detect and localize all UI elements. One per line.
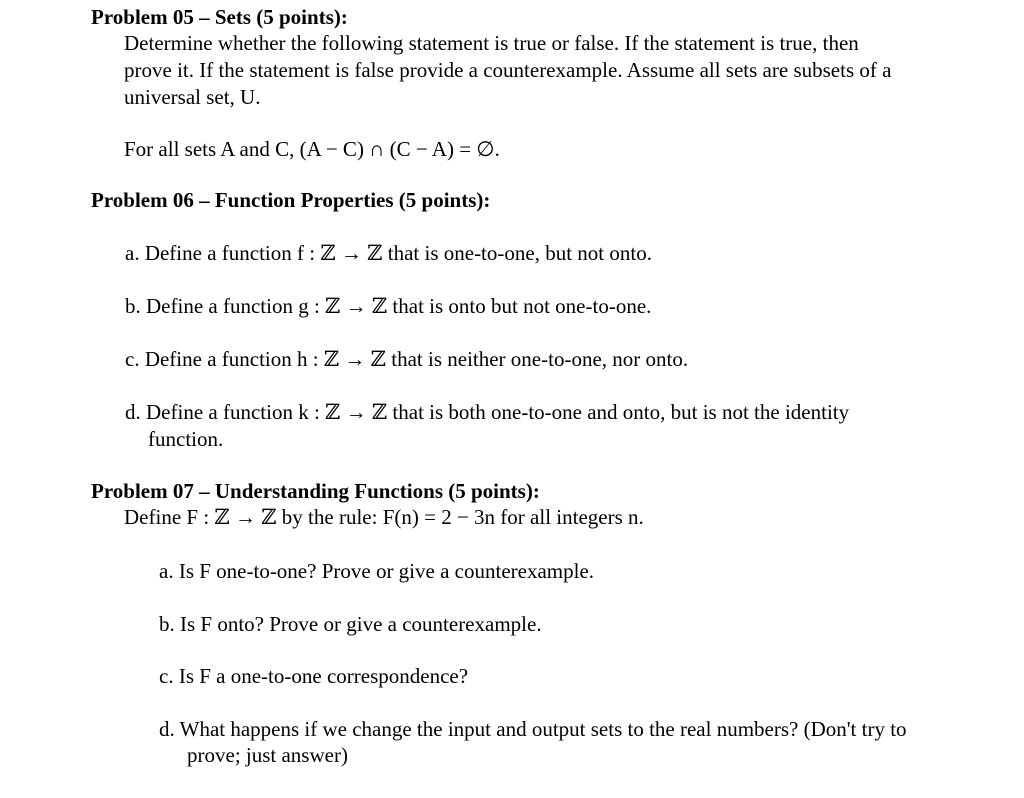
problem-07-item-b: b. Is F onto? Prove or give a counterexample.: [159, 612, 542, 636]
problem-05-intro-line-3: universal set, U.: [124, 85, 261, 109]
problem-05-intro-line-1: Determine whether the following statement is true or false. If the statement is true, then: [124, 31, 859, 55]
problem-07-item-c: c. Is F a one-to-one correspondence?: [159, 664, 469, 688]
problem-06-item-d-line-2: function.: [148, 427, 224, 451]
problem-07-item-d-line-1: d. What happens if we change the input and output sets to the real numbers? (Don't try to: [159, 717, 907, 741]
problem-05-statement: For all sets A and C, (A − C) ∩ (C − A) = ∅.: [124, 137, 500, 161]
problem-07-item-d-line-2: prove; just answer): [187, 743, 348, 767]
problem-06-item-d-line-1: d. Define a function k : ℤ → ℤ that is both one-to-one and onto, but is not the identity: [125, 400, 850, 424]
problem-05-intro-line-2: prove it. If the statement is false provide a counterexample. Assume all sets are subsets of a: [124, 58, 892, 82]
problem-07-item-a: a. Is F one-to-one? Prove or give a counterexample.: [159, 559, 595, 583]
problem-06-item-b: b. Define a function g : ℤ → ℤ that is onto but not one-to-one.: [125, 294, 652, 318]
problem-06-item-c: c. Define a function h : ℤ → ℤ that is neither one-to-one, nor onto.: [125, 347, 689, 371]
problem-06-heading: Problem 06 – Function Properties (5 points):: [91, 188, 491, 212]
problem-07-heading: Problem 07 – Understanding Functions (5 points):: [91, 479, 540, 503]
problem-06-item-a: a. Define a function f : ℤ → ℤ that is one-to-one, but not onto.: [125, 241, 652, 265]
problem-05-heading: Problem 05 – Sets (5 points):: [91, 5, 348, 29]
problem-07-definition: Define F : ℤ → ℤ by the rule: F(n) = 2 − 3n for all integers n.: [124, 505, 644, 529]
